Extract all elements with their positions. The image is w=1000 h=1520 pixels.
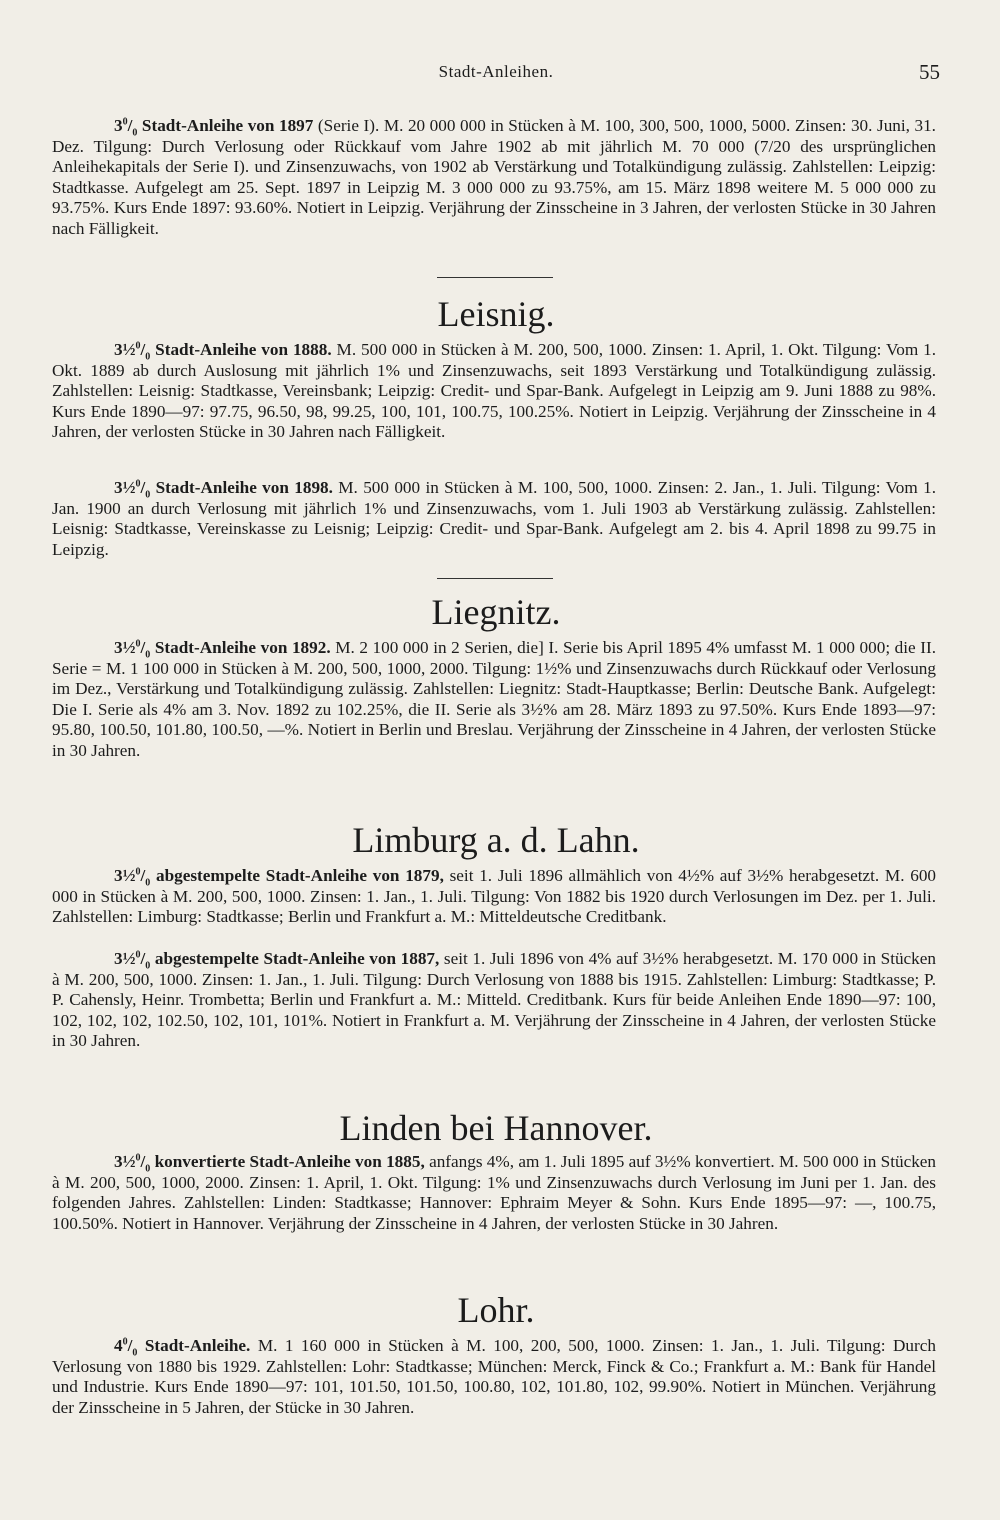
bond-entry: $3\frac{1}{2}^0/_0$ abgestempelte Stadt-Anleihe von 1887, seit 1. Juli 1896 von 4% auf 3½% herabgesetzt. M. 170 000 in Stücken à M. 200, 500, 1000. Zinsen: 1. Jan., 1. Juli. Tilgung: Durch Verlosung von 1888 bis 1915. Zahlstellen: Limburg: Stadtkasse; P. P. Cahensly, Heinr. Trombetta; Berlin und Frankfurt a. M.: Mitteld. Creditbank. Kurs für beide Anleihen Ende 1890—97: 100, 102, 102, 102, 102.50, 102, 101, 101%. Notiert in Frankfurt a. M. Verjährung der Zinsscheine in 4 Jahren, der verlosten Stücke in 30 Jahren. [52, 949, 937, 1051]
percent-sign: 0 [135, 949, 141, 961]
city-heading: Liegnitz. [431, 592, 561, 632]
percent-sign: 0 [135, 866, 141, 878]
bond-entry: $4^0/_0$ Stadt-Anleihe. M. 1 160 000 in Stücken à M. 100, 200, 500, 1000. Zinsen: 1. Jan., 1. Juli. Tilgung: Durch Verlosung von 1880 bis 1929. Zahlstellen: Lohr: Stadtkasse; München: Merck, Finck & Co.; Frankfurt a. M.: Bank für Handel und Industrie. Kurs Ende 1890—97: 101, 101.50, 101.50, 100.80, 102, 101.80, 102, 99.90%. Notiert in München. Verjährung der Zinsscheine in 5 Jahren, der Stücke in 30 Jahren. [52, 1336, 936, 1417]
percent-sign: 0 [135, 1152, 141, 1164]
percent-sign: 0 [135, 340, 141, 352]
section-divider [437, 578, 553, 579]
running-title: Stadt-Anleihen. [438, 62, 554, 81]
page-header [52, 62, 940, 88]
percent-sign: 0 [135, 478, 141, 490]
bond-entry: $3^0/_0$ Stadt-Anleihe von 1897 (Serie I). M. 20 000 000 in Stücken à M. 100, 300, 500, 1000, 5000. Zinsen: 30. Juni, 31. Dez. Tilgung: Durch Verlosung oder Rückkauf vom Jahre 1902 ab mit jährlich M. 70 000 (7/20 des ursprünglichen Anleihekapitals der Serie I). und Zinsenzuwachs, von 1902 ab Verstärkung und Totalkündigung zulässig. Zahlstellen: Leipzig: Stadtkasse. Aufgelegt am 25. Sept. 1897 in Leipzig M. 3 000 000 zu 93.75%, am 15. März 1898 weitere M. 5 000 000 zu 93.75%. Kurs Ende 1897: 93.60%. Notiert in Leipzig. Verjährung der Zinsscheine in 3 Jahren, der verlosten Stücke in 30 Jahren nach Fälligkeit. [52, 116, 936, 238]
city-heading: Lohr. [457, 1290, 535, 1330]
bond-entry: $3\frac{1}{2}^0/_0$ Stadt-Anleihe von 1898. M. 500 000 in Stücken à M. 100, 500, 1000. Zinsen: 2. Jan., 1. Juli. Tilgung: Vom 1. Jan. 1900 an durch Verlosung mit jährlich 1% und Zinsenzuwachs, vom 1. Juli 1903 ab Verstärkung zulässig. Zahlstellen: Leisnig: Stadtkasse, Vereinskasse zu Leisnig; Leipzig: Credit- und Spar-Bank. Aufgelegt am 2. bis 4. April 1898 zu 99.75 in Leipzig. [52, 478, 936, 559]
percent-sign: 0 [122, 1336, 128, 1348]
city-heading: Leisnig. [437, 294, 555, 334]
percent-sign: 0 [135, 638, 141, 650]
percent-sign: 0 [122, 116, 128, 128]
city-heading: Linden bei Hannover. [339, 1108, 653, 1148]
bond-entry: $3\frac{1}{2}^0/_0$ Stadt-Anleihe von 1892. M. 2 100 000 in 2 Serien, die] I. Serie bis April 1895 4% umfasst M. 1 000 000; die II. Serie = M. 1 100 000 in Stücken à M. 200, 500, 1000, 2000. Tilgung: 1½% und Zinsenzuwachs durch Rückkauf oder Verlosung im Dez., Verstärkung und Totalkündigung zulässig. Zahlstellen: Liegnitz: Stadt-Hauptkasse; Berlin: Deutsche Bank. Aufgelegt: Die I. Serie als 4% am 3. Nov. 1892 zu 102.25%, die II. Serie als 3½% am 28. März 1893 zu 97.50%. Kurs Ende 1893—97: 95.80, 100.50, 101.80, 100.50, —%. Notiert in Berlin und Breslau. Verjährung der Zinsscheine in 4 Jahren, der verlosten Stücke in 30 Jahren. [52, 638, 936, 760]
city-heading: Limburg a. d. Lahn. [352, 820, 640, 860]
bond-entry: $3\frac{1}{2}^0/_0$ Stadt-Anleihe von 1888. M. 500 000 in Stücken à M. 200, 500, 1000. Zinsen: 1. April, 1. Okt. Tilgung: Vom 1. Okt. 1889 ab durch Auslosung mit jährlich 1% und Zinsenzuwachs, seit 1893 Verstärkung und Totalkündigung zulässig. Zahlstellen: Leisnig: Stadtkasse, Vereinsbank; Leipzig: Credit- und Spar-Bank. Aufgelegt in Leipzig am 9. Juni 1888 zu 98%. Kurs Ende 1890—97: 97.75, 96.50, 98, 99.25, 100, 101, 100.75, 100.25%. Notiert in Leipzig. Verjährung der Zinsscheine in 4 Jahren, der verlosten Stücke in 30 Jahren nach Fälligkeit. [52, 340, 937, 442]
bond-entry: $3\frac{1}{2}^0/_0$ abgestempelte Stadt-Anleihe von 1879, seit 1. Juli 1896 allmählich von 4½% auf 3½% herabgesetzt. M. 600 000 in Stücken à M. 200, 500, 1000. Zinsen: 1. Jan., 1. Juli. Tilgung: Von 1882 bis 1920 durch Verlosungen im Dez. per 1. Juli. Zahlstellen: Limburg: Stadtkasse; Berlin und Frankfurt a. M.: Mitteldeutsche Creditbank. [52, 866, 937, 927]
bond-entry: $3\frac{1}{2}^0/_0$ konvertierte Stadt-Anleihe von 1885, anfangs 4%, am 1. Juli 1895 auf 3½% konvertiert. M. 500 000 in Stücken à M. 200, 500, 1000, 2000. Zinsen: 1. April, 1. Okt. Tilgung: 1% und Zinsenzuwachs durch Verlosung im Juni per 1. Jan. des folgenden Jahres. Zahlstellen: Linden: Stadtkasse; Hannover: Ephraim Meyer & Sohn. Kurs Ende 1895—97: —, 100.75, 100.50%. Notiert in Hannover. Verjährung der Zinsscheine in 4 Jahren, der verlosten Stücke in 30 Jahren. [52, 1152, 937, 1233]
section-divider [437, 277, 553, 278]
page-number: 55 [919, 60, 940, 84]
